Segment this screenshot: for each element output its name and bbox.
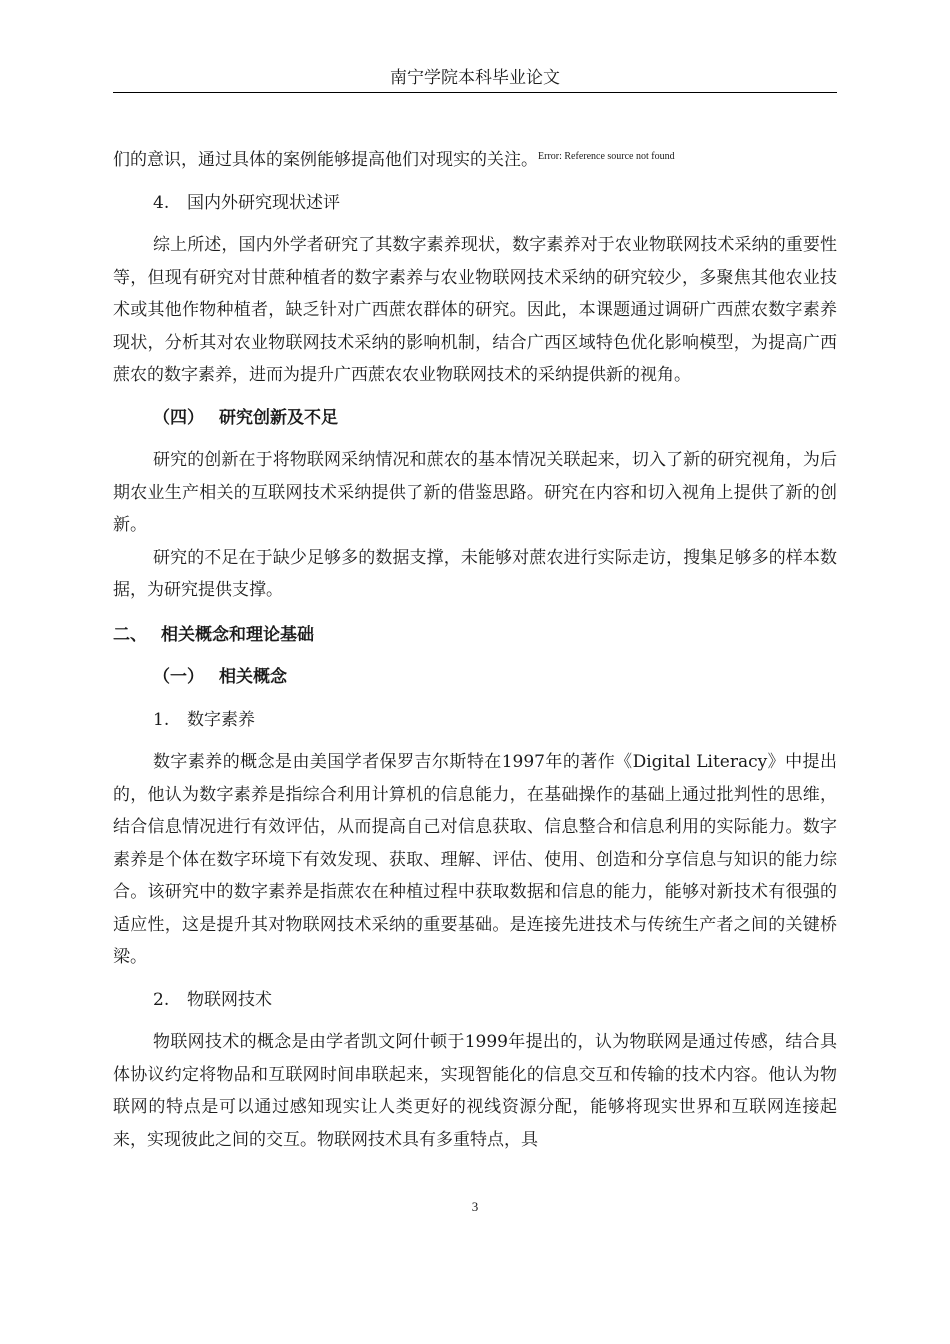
section-heading-concepts xyxy=(113,661,837,694)
reference-error: Error: Reference source not found xyxy=(538,151,675,162)
chapter-number: 二、 xyxy=(113,624,147,645)
subsection-number: 1. xyxy=(153,709,170,730)
subsection-title: 物联网技术 xyxy=(187,989,272,1010)
running-header: 南宁学院本科毕业论文 xyxy=(390,68,560,88)
document-body xyxy=(113,141,837,1156)
page-number: 3 xyxy=(471,1199,479,1214)
chapter-heading xyxy=(113,619,837,652)
paragraph-limitation: 研究的不足在于缺少足够多的数据支撑，未能够对蔗农进行实际走访，搜集足够多的样本数据，为研究提供支撑。 xyxy=(113,547,837,600)
subsection-number: 2. xyxy=(153,989,170,1010)
subsection-number: 4. xyxy=(153,192,170,213)
chapter-title: 相关概念和理论基础 xyxy=(161,624,314,645)
paragraph-review: 综上所述，国内外学者研究了其数字素养现状，数字素养对于农业物联网技术采纳的重要性等，但现有研究对甘蔗种植者的数字素养与农业物联网技术采纳的研究较少，多聚焦其他农业技术或其他作物种植者，缺乏针对广西蔗农群体的研究。因此，本课题通过调研广西蔗农数字素养现状，分析其对农业物联网技术采纳的影响机制，结合广西区域特色优化影响模型，为提高广西蔗农的数字素养，进而为提升广西蔗农农业物联网技术的采纳提供新的视角。 xyxy=(113,235,837,385)
header-rule xyxy=(113,92,837,93)
section-heading-innovation xyxy=(113,402,837,435)
paragraph-innovation: 研究的创新在于将物联网采纳情况和蔗农的基本情况关联起来，切入了新的研究视角，为后期农业生产相关的互联网技术采纳提供了新的借鉴思路。研究在内容和切入视角上提供了新的创新。 xyxy=(113,450,837,535)
subsection-heading-4 xyxy=(113,187,837,220)
paragraph-digital-literacy: 数字素养的概念是由美国学者保罗吉尔斯特在1997年的著作《Digital Literacy》中提出的，他认为数字素养是指综合利用计算机的信息能力，在基础操作的基础上通过批判性的思维，结合信息情况进行有效评估，从而提高自己对信息获取、信息整合和信息利用的实际能力。数字素养是个体在数字环境下有效发现、获取、理解、评估、使用、创造和分享信息与知识的能力综合。该研究中的数字素养是指蔗农在种植过程中获取数据和信息的能力，能够对新技术有很强的适应性，这是提升其对物联网技术采纳的重要基础。是连接先进技术与传统生产者之间的关键桥梁。 xyxy=(113,752,837,967)
subsection-title: 国内外研究现状述评 xyxy=(187,192,340,213)
paragraph-text: 们的意识，通过具体的案例能够提高他们对现实的关注。 xyxy=(113,150,538,170)
paragraph-iot: 物联网技术的概念是由学者凯文阿什顿于1999年提出的，认为物联网是通过传感，结合具体协议约定将物品和互联网时间串联起来，实现智能化的信息交互和传输的技术内容。他认为物联网的特点是可以通过感知现实让人类更好的视线资源分配，能够将现实世界和互联网连接起来，实现彼此之间的交互。物联网技术具有多重特点，具 xyxy=(113,1032,837,1150)
subsection-title: 数字素养 xyxy=(187,709,255,730)
section-number: （一） xyxy=(153,667,204,687)
paragraph-continuation xyxy=(113,141,837,177)
subsection-heading-2 xyxy=(113,984,837,1017)
section-title: 相关概念 xyxy=(219,667,287,687)
section-title: 研究创新及不足 xyxy=(219,407,338,428)
section-number: （四） xyxy=(153,407,204,428)
subsection-heading-1 xyxy=(113,704,837,737)
